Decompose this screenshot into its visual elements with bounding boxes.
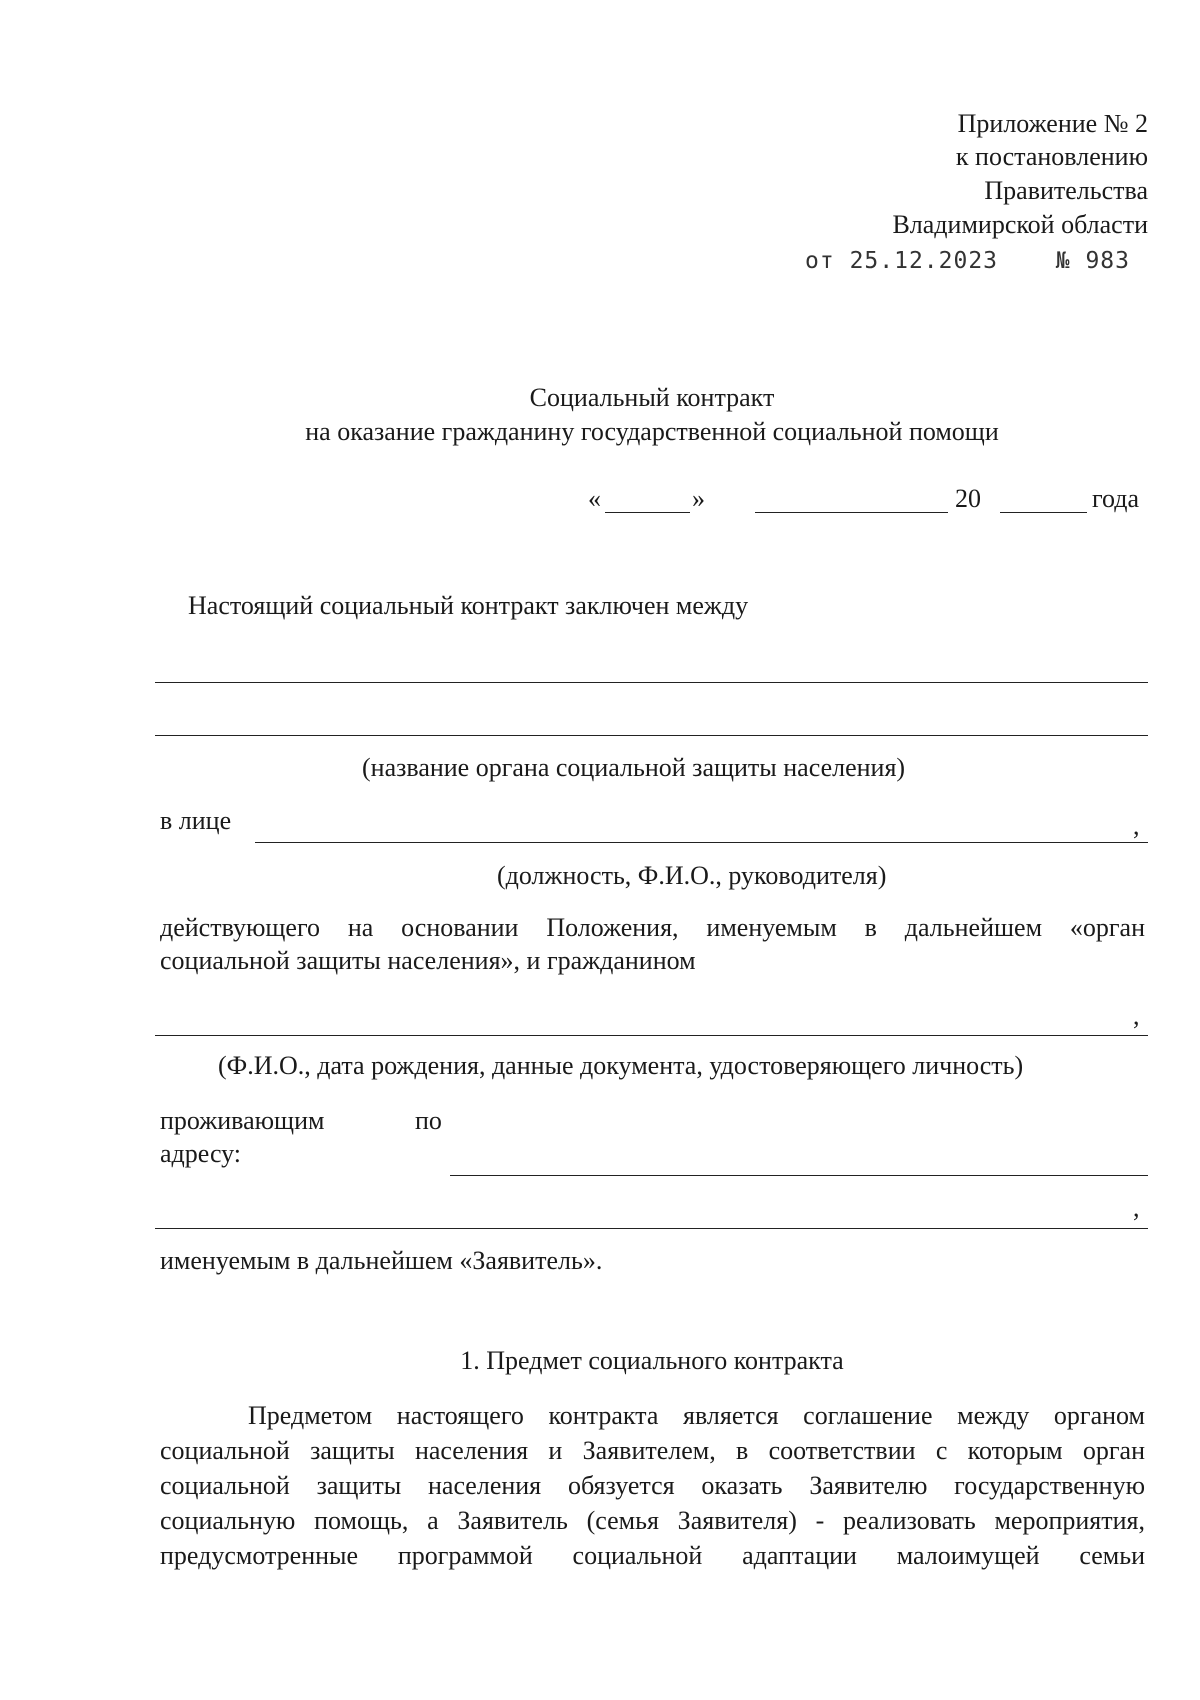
head-blank-line <box>255 842 1148 843</box>
resolution-date: 25.12.2023 <box>849 248 999 274</box>
org-caption: (название органа социальной защиты населения) <box>362 753 906 782</box>
region-label: Владимирской области <box>892 210 1148 239</box>
document-title: Социальный контракт <box>529 383 775 412</box>
org-blank-line-1 <box>155 682 1148 683</box>
to-resolution-label: к постановлению <box>955 142 1148 171</box>
document-subtitle: на оказание гражданину государственной социальной помощи <box>305 417 999 446</box>
address-blank-line-1 <box>450 1175 1148 1176</box>
head-caption: (должность, Ф.И.О., руководителя) <box>497 861 887 890</box>
acting-text-line-1: действующего на основании Положения, именуемым в дальнейшем «орган <box>160 913 1145 942</box>
resolution-date-stamp <box>805 245 1130 277</box>
in-person-label: в лице <box>160 806 232 835</box>
month-blank-line <box>755 512 948 513</box>
section-1-paragraph-line-5: предусмотренные программой социальной адаптации малоимущей семьи <box>160 1541 1145 1570</box>
day-blank-line <box>605 512 690 513</box>
section-1-paragraph-line-3: социальной защиты населения обязуется оказать Заявителю государственную <box>160 1471 1145 1500</box>
address-blank-line-2 <box>155 1228 1148 1229</box>
close-quote: » <box>692 484 705 513</box>
year-blank-line <box>1000 512 1087 513</box>
year-word: года <box>1092 484 1140 513</box>
comma-1: , <box>1133 811 1140 840</box>
section-1-heading: 1. Предмет социального контракта <box>460 1346 844 1375</box>
org-blank-line-2 <box>155 735 1148 736</box>
applicant-named-text: именуемым в дальнейшем «Заявитель». <box>160 1246 603 1275</box>
citizen-blank-line <box>155 1035 1148 1036</box>
by-label: по <box>415 1106 442 1135</box>
resolution-number: № 983 <box>1055 248 1131 274</box>
appendix-number: Приложение № 2 <box>957 109 1148 138</box>
intro-text: Настоящий социальный контракт заключен между <box>188 591 749 620</box>
residing-label: проживающим <box>160 1106 325 1135</box>
address-label: адресу: <box>160 1139 242 1168</box>
acting-text-line-2: социальной защиты населения», и гражданином <box>160 946 696 975</box>
century-prefix: 20 <box>955 484 981 513</box>
government-label: Правительства <box>984 176 1148 205</box>
section-1-paragraph-line-1: Предметом настоящего контракта является соглашение между органом <box>248 1401 1145 1430</box>
comma-3: , <box>1133 1193 1140 1222</box>
open-quote: « <box>588 484 601 513</box>
citizen-caption: (Ф.И.О., дата рождения, данные документа, удостоверяющего личность) <box>218 1051 1024 1080</box>
comma-2: , <box>1133 1001 1140 1030</box>
section-1-paragraph-line-4: социальную помощь, а Заявитель (семья Заявителя) - реализовать мероприятия, <box>160 1506 1145 1535</box>
date-prefix: от <box>805 248 835 274</box>
section-1-paragraph-line-2: социальной защиты населения и Заявителем, в соответствии с которым орган <box>160 1436 1145 1465</box>
